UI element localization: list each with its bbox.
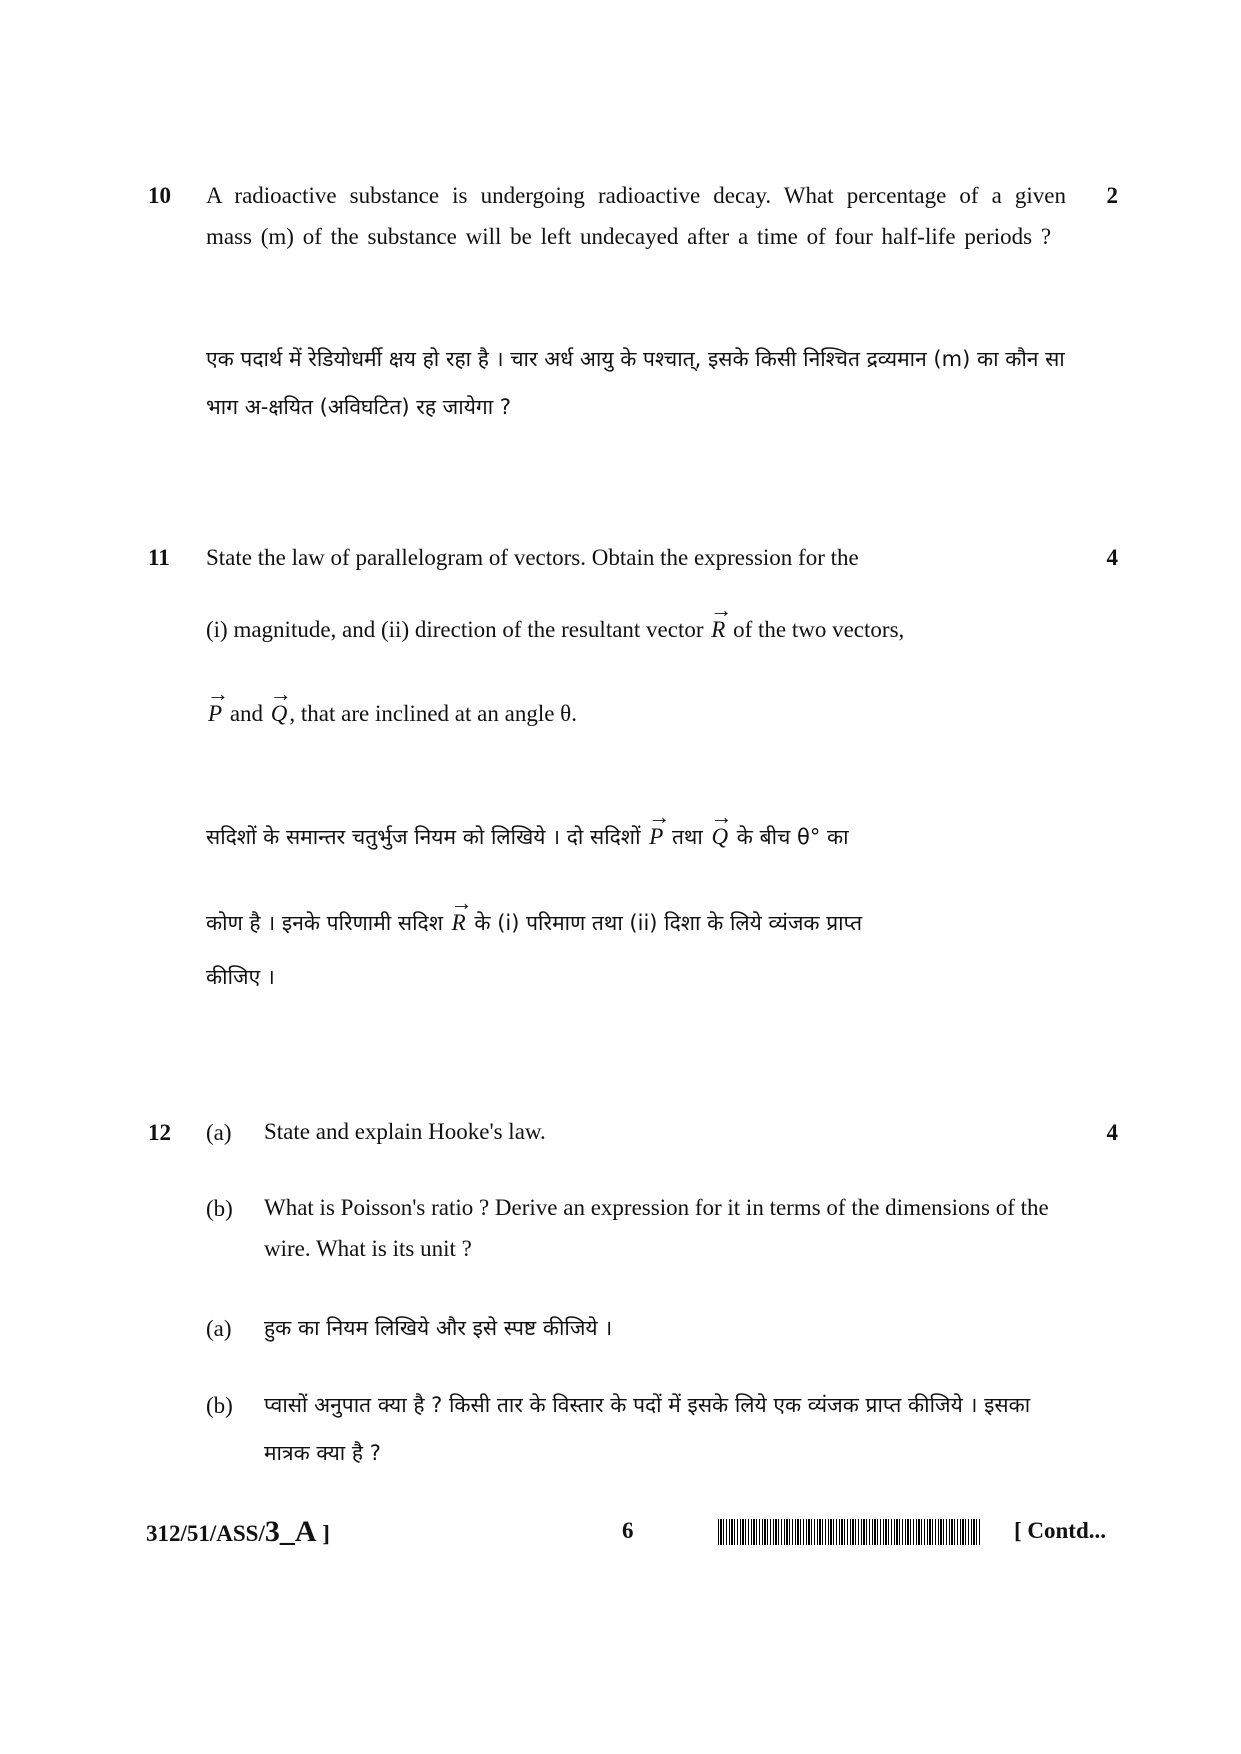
text: कोण है । इनके परिणामी सदिश (206, 911, 443, 935)
text: , that are inclined at an angle θ. (289, 701, 577, 726)
text: (i) magnitude, and (ii) direction of the resultant vector (206, 617, 704, 642)
vector-P: → P (647, 824, 665, 850)
text: कीजिए । (206, 965, 275, 989)
question-text-english: A radioactive substance is undergoing radioactive decay. What percentage of a given mass (m) of the substance will be left undecayed after a time of four half-life periods ? (206, 183, 1066, 249)
question-marks: 4 (1106, 545, 1118, 570)
page-number: 6 (622, 1518, 634, 1543)
question-marks: 4 (1106, 1120, 1118, 1145)
paper-code-suffix: ] (316, 1521, 330, 1546)
question-number: 11 (148, 545, 170, 570)
hindi-part-a-text: हुक का नियम लिखिये और इसे स्पष्ट कीजिये । (264, 1316, 613, 1340)
question-text-hindi-line-1 (206, 823, 849, 851)
text: तथा (671, 825, 703, 849)
text: State the law of parallelogram of vectors. Obtain the expression for the (206, 545, 859, 570)
paper-code-prefix: 312/51/ASS/ (146, 1521, 265, 1546)
vector-Q: → Q (269, 701, 290, 727)
question-text-line-1 (206, 545, 859, 571)
question-text-line-2 (206, 617, 904, 643)
vector-R: → R (709, 617, 727, 643)
question-text-hindi: एक पदार्थ में रेडियोधर्मी क्षय हो रहा है । चार अर्ध आयु के पश्चात्, इसके किसी निश्चित द्रव्यमान (m) का कौन सा भाग अ-क्षयित (अविघटित) रह जायेगा ? (206, 347, 1065, 419)
paper-code-set: 3_A (264, 1515, 317, 1548)
question-number: 10 (148, 183, 171, 208)
question-number: 12 (148, 1120, 171, 1145)
text: and (229, 701, 264, 726)
continued-label: [ Contd... (1014, 1518, 1107, 1543)
part-a-text: State and explain Hooke's law. (264, 1119, 546, 1144)
vector-Q: → Q (709, 824, 730, 850)
hindi-part-a-label: (a) (206, 1316, 232, 1341)
paper-code (146, 1515, 330, 1549)
text: of the two vectors, (733, 617, 905, 642)
question-text-line-3 (206, 701, 577, 727)
hindi-part-b-text: प्वासों अनुपात क्या है ? किसी तार के विस्तार के पदों में इसके लिये एक व्यंजक प्राप्त कीजिये । इसका मात्रक क्या है ? (264, 1393, 1031, 1465)
vector-R: → R (450, 910, 468, 936)
barcode-icon (718, 1519, 980, 1545)
vector-P: → P (206, 701, 224, 727)
hindi-part-b-label: (b) (206, 1393, 233, 1418)
question-marks: 2 (1106, 183, 1118, 208)
text: के बीच θ° का (736, 825, 849, 849)
text: सदिशों के समान्तर चतुर्भुज नियम को लिखिये । दो सदिशों (206, 825, 641, 849)
part-b-text: What is Poisson's ratio ? Derive an expression for it in terms of the dimensions of the wire. What is its unit ? (264, 1195, 1049, 1261)
text: के (i) परिमाण तथा (ii) दिशा के लिये व्यंजक प्राप्त (474, 911, 863, 935)
question-text-hindi-line-3 (206, 963, 275, 991)
part-b-label: (b) (206, 1196, 233, 1221)
question-text-hindi-line-2 (206, 909, 862, 937)
part-a-label: (a) (206, 1120, 232, 1145)
